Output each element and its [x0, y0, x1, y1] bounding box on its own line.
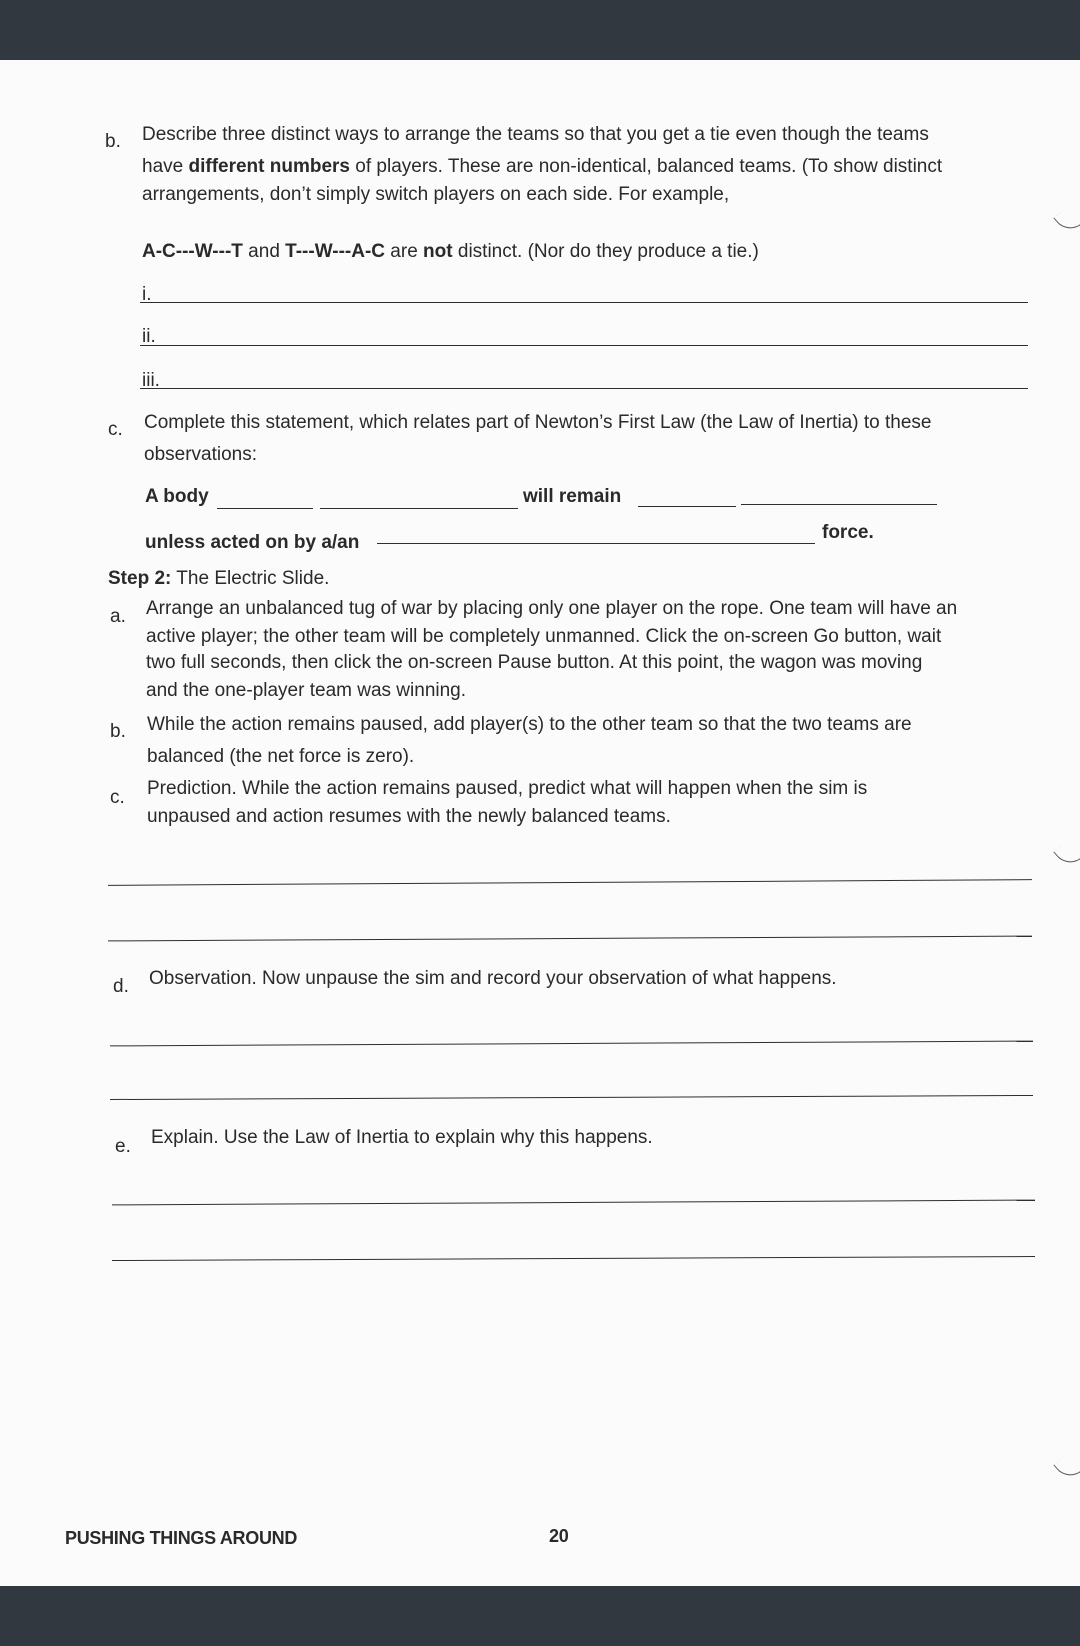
statement-blank-5[interactable] — [377, 543, 815, 544]
step-2a-line-4: and the one-player team was winning. — [146, 680, 467, 701]
part-b-label: b. — [105, 131, 121, 152]
step-2e-label: e. — [115, 1136, 131, 1157]
part-b-line-1: Describe three distinct ways to arrange the teams so that you get a tie even though the teams — [142, 124, 929, 145]
prediction-line-1[interactable] — [108, 879, 1032, 886]
page-number: 20 — [549, 1526, 569, 1546]
top-bar — [0, 0, 1080, 60]
part-c-line-1: Complete this statement, which relates part of Newton’s First Law (the Law of Inertia) to these — [144, 412, 932, 433]
step-2-title: Step 2: The Electric Slide. — [108, 568, 330, 589]
part-b-line-3: arrangements, don’t simply switch players on each side. For example, — [142, 184, 730, 205]
step-2b-line-1: While the action remains paused, add player(s) to the other team so that the two teams are — [147, 714, 912, 735]
statement-blank-4[interactable] — [741, 504, 937, 505]
bottom-bar — [0, 1586, 1080, 1646]
part-b-line-2: have different numbers of players. These are non-identical, balanced teams. (To show distinct — [142, 156, 943, 177]
observation-line-1[interactable] — [110, 1041, 1033, 1047]
binder-hole-mark — [1053, 1450, 1080, 1482]
binder-hole-mark — [1053, 837, 1080, 869]
step-2b-line-2: balanced (the net force is zero). — [147, 746, 415, 767]
step-2a-line-2: active player; the other team will be completely unmanned. Click the on-screen Go button, wait — [146, 626, 942, 647]
footer-title: PUSHING THINGS AROUND — [65, 1528, 298, 1548]
statement-blank-2[interactable] — [320, 508, 518, 509]
statement-force: force. — [822, 522, 874, 543]
statement-blank-3[interactable] — [638, 506, 736, 507]
part-c-line-2: observations: — [144, 444, 258, 465]
explain-line-1[interactable] — [112, 1200, 1035, 1206]
step-2a-line-3: two full seconds, then click the on-screen Pause button. At this point, the wagon was moving — [146, 652, 923, 673]
statement-a-body: A body — [145, 486, 209, 507]
explain-line-2[interactable] — [112, 1256, 1035, 1261]
step-2d-text: Observation. Now unpause the sim and record your observation of what happens. — [149, 968, 837, 989]
answer-label-iii: iii. — [142, 370, 160, 391]
step-2c-line-2: unpaused and action resumes with the newly balanced teams. — [147, 806, 671, 827]
step-2a-label: a. — [110, 606, 126, 627]
step-2c-line-1: Prediction. While the action remains paused, predict what will happen when the sim is — [147, 778, 868, 799]
step-2a-line-1: Arrange an unbalanced tug of war by placing only one player on the rope. One team will have an — [146, 598, 958, 619]
prediction-line-2[interactable] — [108, 936, 1032, 942]
statement-blank-1[interactable] — [217, 508, 313, 509]
binder-hole-mark — [1053, 203, 1080, 235]
step-2c-label: c. — [110, 787, 125, 808]
answer-label-i: i. — [142, 284, 152, 305]
step-2d-label: d. — [113, 976, 129, 997]
answer-line-ii[interactable] — [140, 345, 1028, 346]
step-2e-text: Explain. Use the Law of Inertia to explain why this happens. — [151, 1127, 653, 1148]
worksheet-page — [0, 60, 1080, 1586]
answer-line-iii[interactable] — [140, 388, 1028, 389]
answer-line-i[interactable] — [140, 302, 1028, 303]
answer-label-ii: ii. — [142, 326, 156, 347]
step-2b-label: b. — [110, 721, 126, 742]
statement-unless: unless acted on by a/an — [145, 532, 360, 553]
statement-will-remain: will remain — [523, 486, 622, 507]
observation-line-2[interactable] — [110, 1095, 1033, 1100]
part-c-label: c. — [108, 419, 123, 440]
part-b-example: A-C---W---T and T---W---A-C are not distinct. (Nor do they produce a tie.) — [142, 241, 759, 262]
